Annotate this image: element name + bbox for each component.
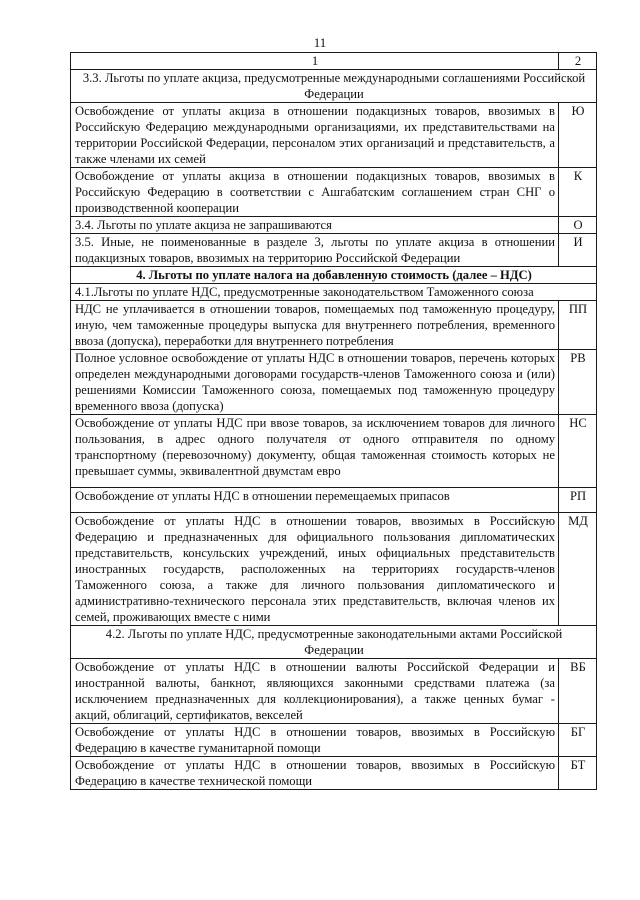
table-header-row — [71, 53, 597, 70]
table-row — [71, 488, 597, 513]
section-heading: 4. Льготы по уплате налога на добавленную стоимость (далее – НДС) — [71, 267, 597, 284]
subsection-title: 4.1.Льготы по уплате НДС, предусмотренные законодательством Таможенного союза — [71, 284, 597, 301]
table-row — [71, 757, 597, 790]
section-row — [71, 626, 597, 659]
benefits-table — [70, 52, 597, 790]
row-description: 3.4. Льготы по уплате акциза не запрашиваются — [71, 217, 559, 234]
table-row — [71, 513, 597, 626]
heading-row — [71, 267, 597, 284]
table-row — [71, 301, 597, 350]
row-code: РП — [559, 488, 597, 513]
table-row — [71, 217, 597, 234]
section-title: 3.3. Льготы по уплате акциза, предусмотренные международными соглашениями Российской Федерации — [71, 70, 597, 103]
row-code: РВ — [559, 350, 597, 415]
row-code: МД — [559, 513, 597, 626]
row-description: Освобождение от уплаты НДС в отношении товаров, ввозимых в Российскую Федерацию и предназначенных для официального пользования дипломатических представительств, консульских учреждений, иных официальных представительств иностранных государств, расположенных на территориях государств-членов Таможенного союза, а также для личного пользования дипломатического и административно-технического персонала этих представительств, включая членов их семей, проживающих вместе с ними — [71, 513, 559, 626]
row-description: Полное условное освобождение от уплаты НДС в отношении товаров, перечень которых определен международными договорами государств-членов Таможенного союза и (или) решениями Комиссии Таможенного союза, помещаемых под таможенную процедуру временного ввоза (допуска) — [71, 350, 559, 415]
row-description: НДС не уплачивается в отношении товаров, помещаемых под таможенную процедуру, иную, чем таможенные процедуры выпуска для внутреннего потребления, временного ввоза (допуска), переработки для внутреннего потребления — [71, 301, 559, 350]
row-code: Ю — [559, 103, 597, 168]
table-row — [71, 659, 597, 724]
section-row — [71, 70, 597, 103]
row-description: 3.5. Иные, не поименованные в разделе 3, льготы по уплате акциза в отношении подакцизных товаров, ввозимых на территорию Российской Федерации — [71, 234, 559, 267]
table-row — [71, 103, 597, 168]
table-row — [71, 234, 597, 267]
row-description: Освобождение от уплаты акциза в отношении подакцизных товаров, ввозимых в Российскую Федерацию международными организациями, их представительствами на территории Российской Федерации, персоналом этих организаций и представительств, а также членами их семей — [71, 103, 559, 168]
row-code: БГ — [559, 724, 597, 757]
row-description: Освобождение от уплаты НДС при ввозе товаров, за исключением товаров для личного пользования, в адрес одного получателя от одного отправителя по одному транспортному (перевозочному) документу, общая таможенная стоимость которых не превышает суммы, эквивалентной двумстам евро — [71, 415, 559, 488]
row-description: Освобождение от уплаты НДС в отношении товаров, ввозимых в Российскую Федерацию в качестве гуманитарной помощи — [71, 724, 559, 757]
column-header-2: 2 — [559, 53, 597, 70]
table-row — [71, 350, 597, 415]
row-description: Освобождение от уплаты НДС в отношении валюты Российской Федерации и иностранной валюты, банкнот, являющихся законными средствами платежа (за исключением предназначенных для коллекционирования), а также ценных бумаг - акций, облигаций, сертификатов, векселей — [71, 659, 559, 724]
row-code: ПП — [559, 301, 597, 350]
row-description: Освобождение от уплаты НДС в отношении перемещаемых припасов — [71, 488, 559, 513]
row-code: О — [559, 217, 597, 234]
section-title: 4.2. Льготы по уплате НДС, предусмотренные законодательными актами Российской Федерации — [71, 626, 597, 659]
row-description: Освобождение от уплаты НДС в отношении товаров, ввозимых в Российскую Федерацию в качестве технической помощи — [71, 757, 559, 790]
table-row — [71, 168, 597, 217]
row-code: НС — [559, 415, 597, 488]
subsection-row — [71, 284, 597, 301]
table-row — [71, 415, 597, 488]
row-code: ВБ — [559, 659, 597, 724]
row-code: К — [559, 168, 597, 217]
page-number: 11 — [313, 35, 327, 50]
row-code: И — [559, 234, 597, 267]
row-code: БТ — [559, 757, 597, 790]
table-row — [71, 724, 597, 757]
column-header-1: 1 — [71, 53, 559, 70]
row-description: Освобождение от уплаты акциза в отношении подакцизных товаров, ввозимых в Российскую Федерацию в соответствии с Ашгабатским соглашением стран СНГ о производственной кооперации — [71, 168, 559, 217]
